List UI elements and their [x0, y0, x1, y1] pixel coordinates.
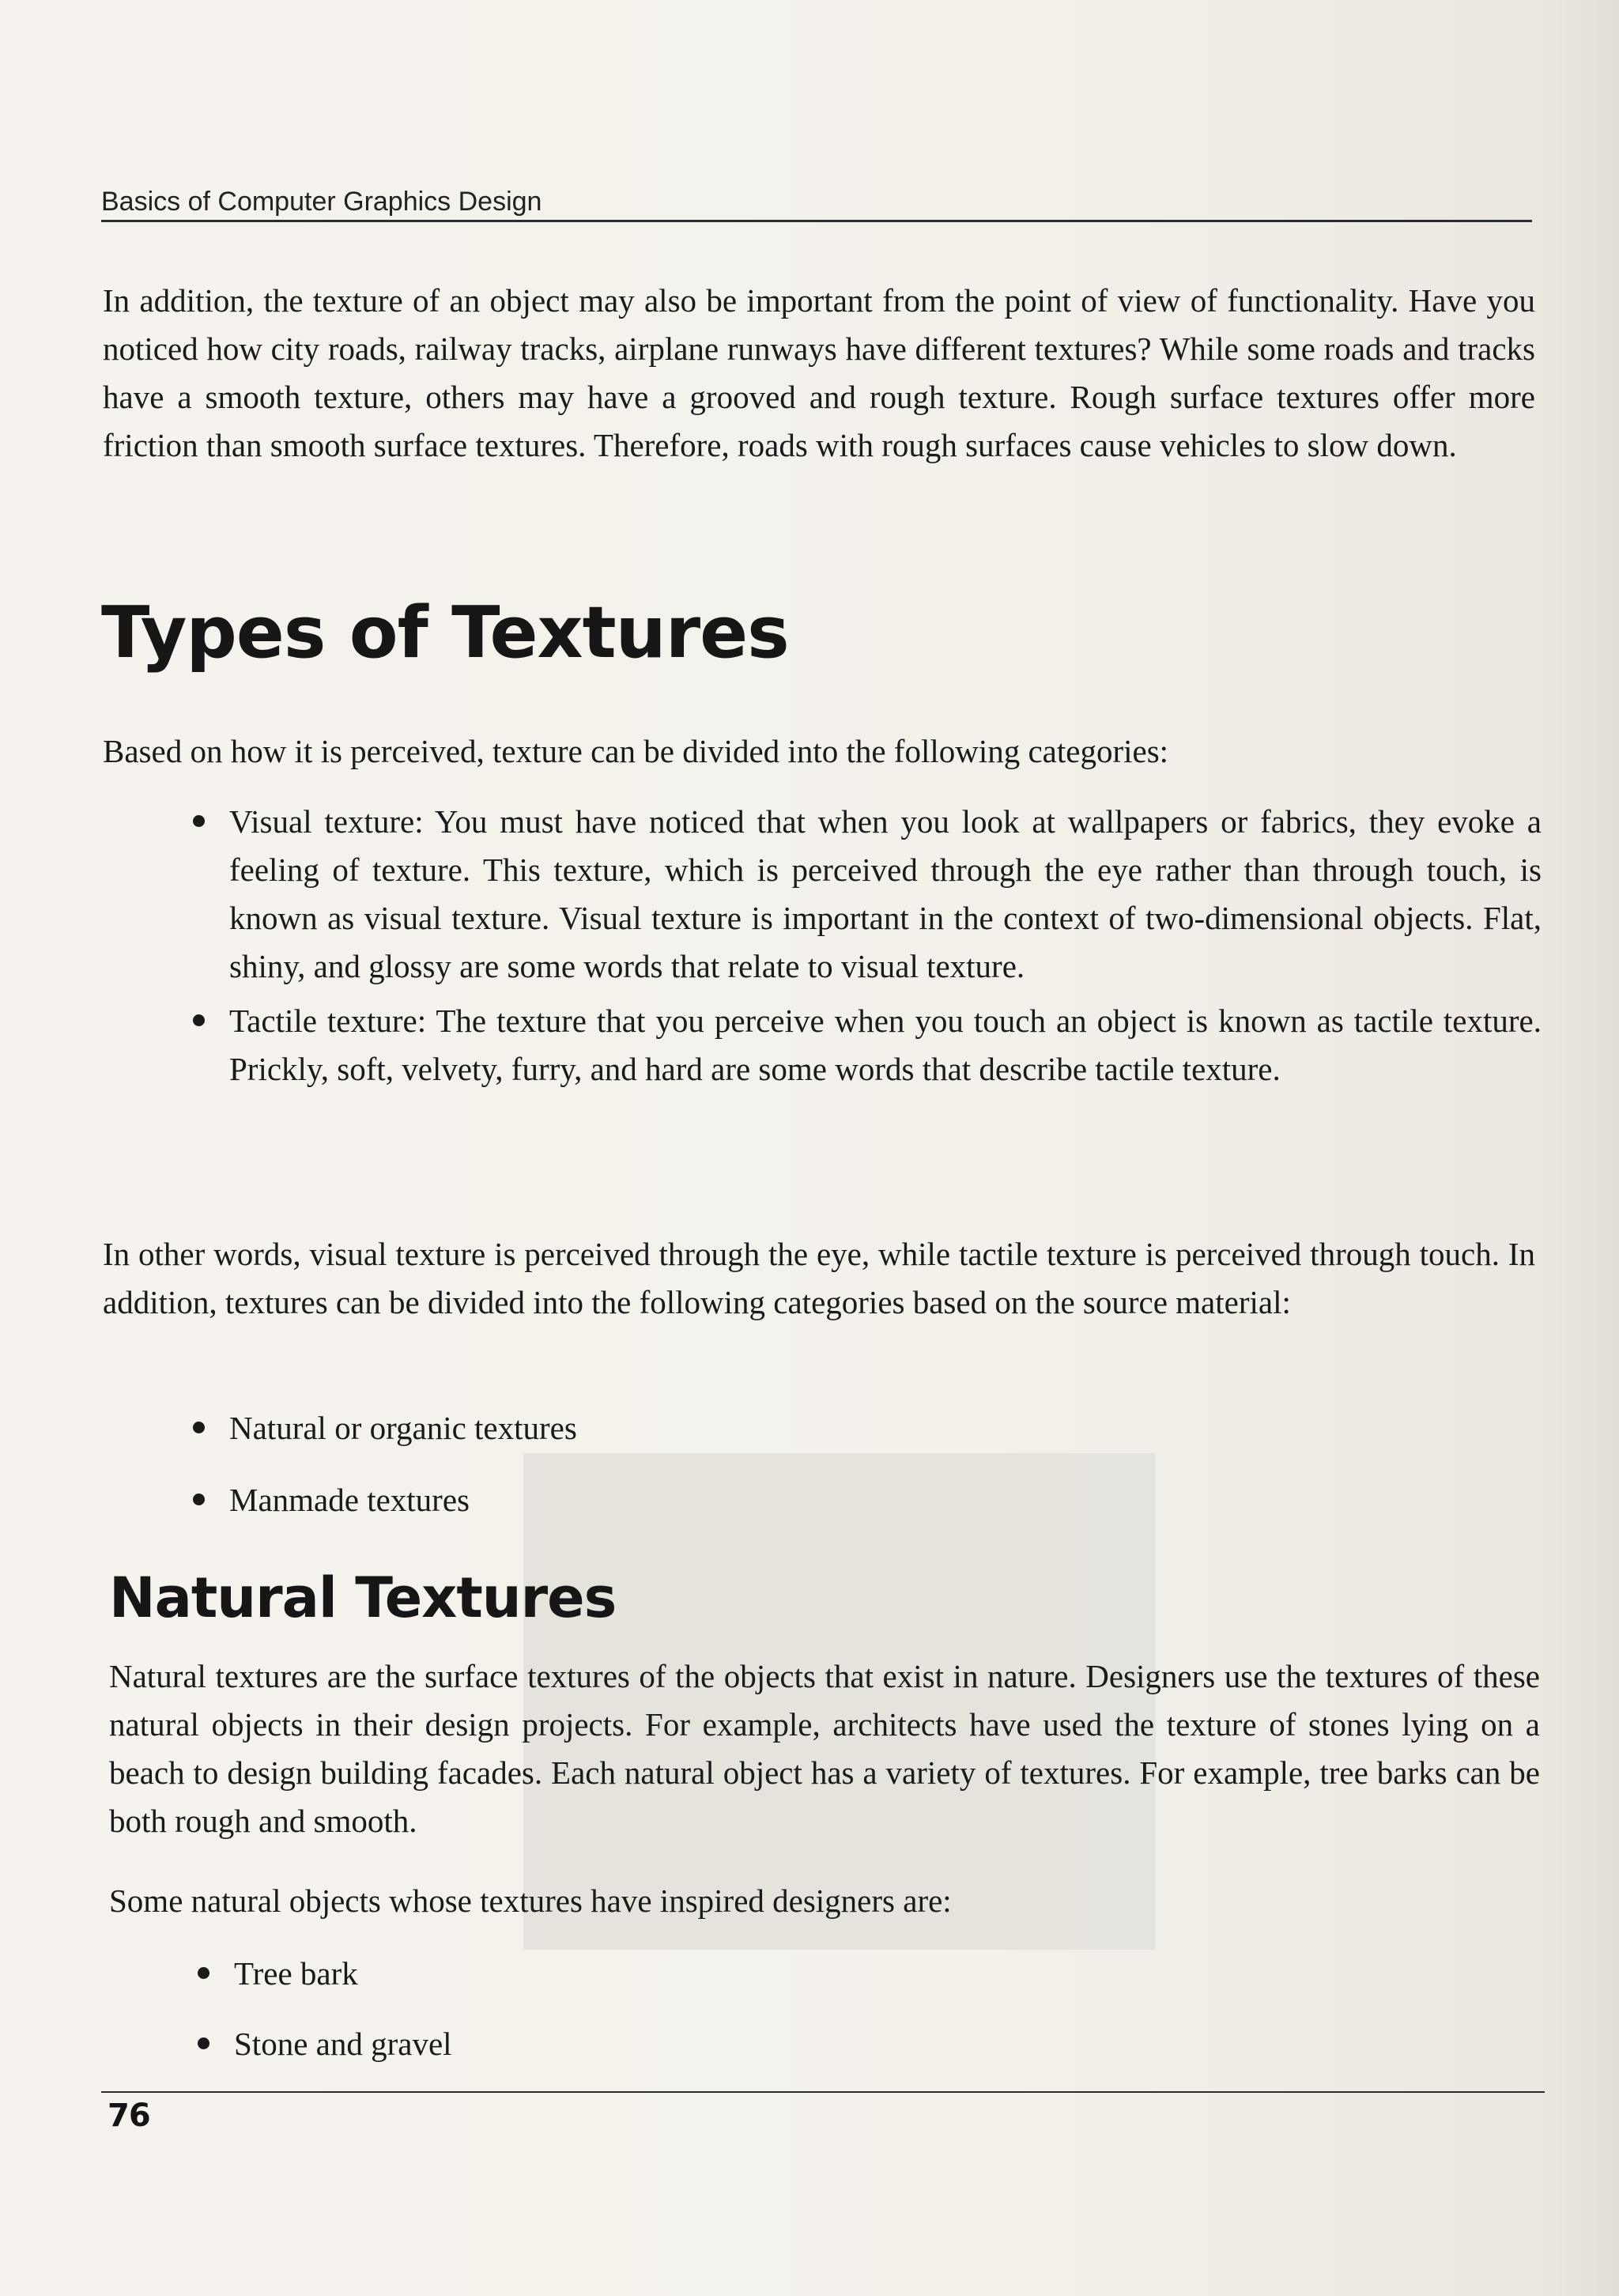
followup-paragraph: In other words, visual texture is perceived through the eye, while tactile texture is perceived through touch. In addition, textures can be divided into the following categories based on the source material: [103, 1236, 1535, 1320]
visual-texture-text: Visual texture: You must have noticed that when you look at wallpapers or fabrics, they evoke a feeling of texture. This texture, which is perceived through the eye rather than through touch, is known as visual texture. Visual texture is important in the context of two-dimensional objects. Flat, shiny, and glossy are some words that relate to visual texture. [229, 803, 1542, 984]
manmade-text: Manmade textures [229, 1482, 470, 1518]
list-item [190, 798, 1542, 991]
types-lead: Based on how it is perceived, texture can be divided into the following categories: [103, 733, 1169, 769]
running-header: Basics of Computer Graphics Design [101, 187, 542, 217]
header-rule [101, 220, 1532, 222]
footer-rule [101, 2091, 1545, 2093]
tactile-texture-text: Tactile texture: The texture that you perceive when you touch an object is known as tactile texture. Prickly, soft, velvety, furry, and hard are some words that describe tactile texture. [229, 1003, 1542, 1087]
bullet-icon [198, 1967, 209, 1979]
list-item [190, 1404, 1542, 1452]
natural-bullet-list [194, 1950, 1546, 2068]
perception-bullet-list [190, 798, 1542, 1093]
bullet-icon [193, 815, 205, 827]
bullet-icon [193, 1422, 205, 1433]
list-item [194, 1950, 1546, 1998]
natural-lead: Some natural objects whose textures have inspired designers are: [109, 1882, 952, 1919]
bullet-icon [198, 2037, 209, 2049]
types-heading: Types of Textures [101, 591, 789, 674]
intro-paragraph: In addition, the texture of an object may also be important from the point of view of functionality. Have you noticed how city roads, railway tracks, airplane runways have different textures? While some roads and tracks have a smooth texture, others may have a grooved and rough texture. Rough surface textures offer more friction than smooth surface textures. Therefore, roads with rough surfaces cause vehicles to slow down. [103, 282, 1535, 463]
bullet-icon [193, 1014, 205, 1026]
list-item [190, 1476, 1542, 1524]
source-bullet-list [190, 1404, 1542, 1524]
natural-textures-heading: Natural Textures [109, 1565, 617, 1630]
list-item [190, 997, 1542, 1093]
page-number: 76 [108, 2098, 150, 2134]
stone-gravel-text: Stone and gravel [234, 2026, 452, 2062]
tree-bark-text: Tree bark [234, 1955, 358, 1992]
list-item [194, 2020, 1546, 2068]
natural-paragraph: Natural textures are the surface textures of the objects that exist in nature. Designers use the textures of these natural objects in their design projects. For example, architects have used the texture of stones lying on a beach to design building facades. Each natural object has a variety of textures. For example, tree barks can be both rough and smooth. [109, 1658, 1540, 1839]
natural-organic-text: Natural or organic textures [229, 1410, 577, 1446]
bullet-icon [193, 1494, 205, 1505]
